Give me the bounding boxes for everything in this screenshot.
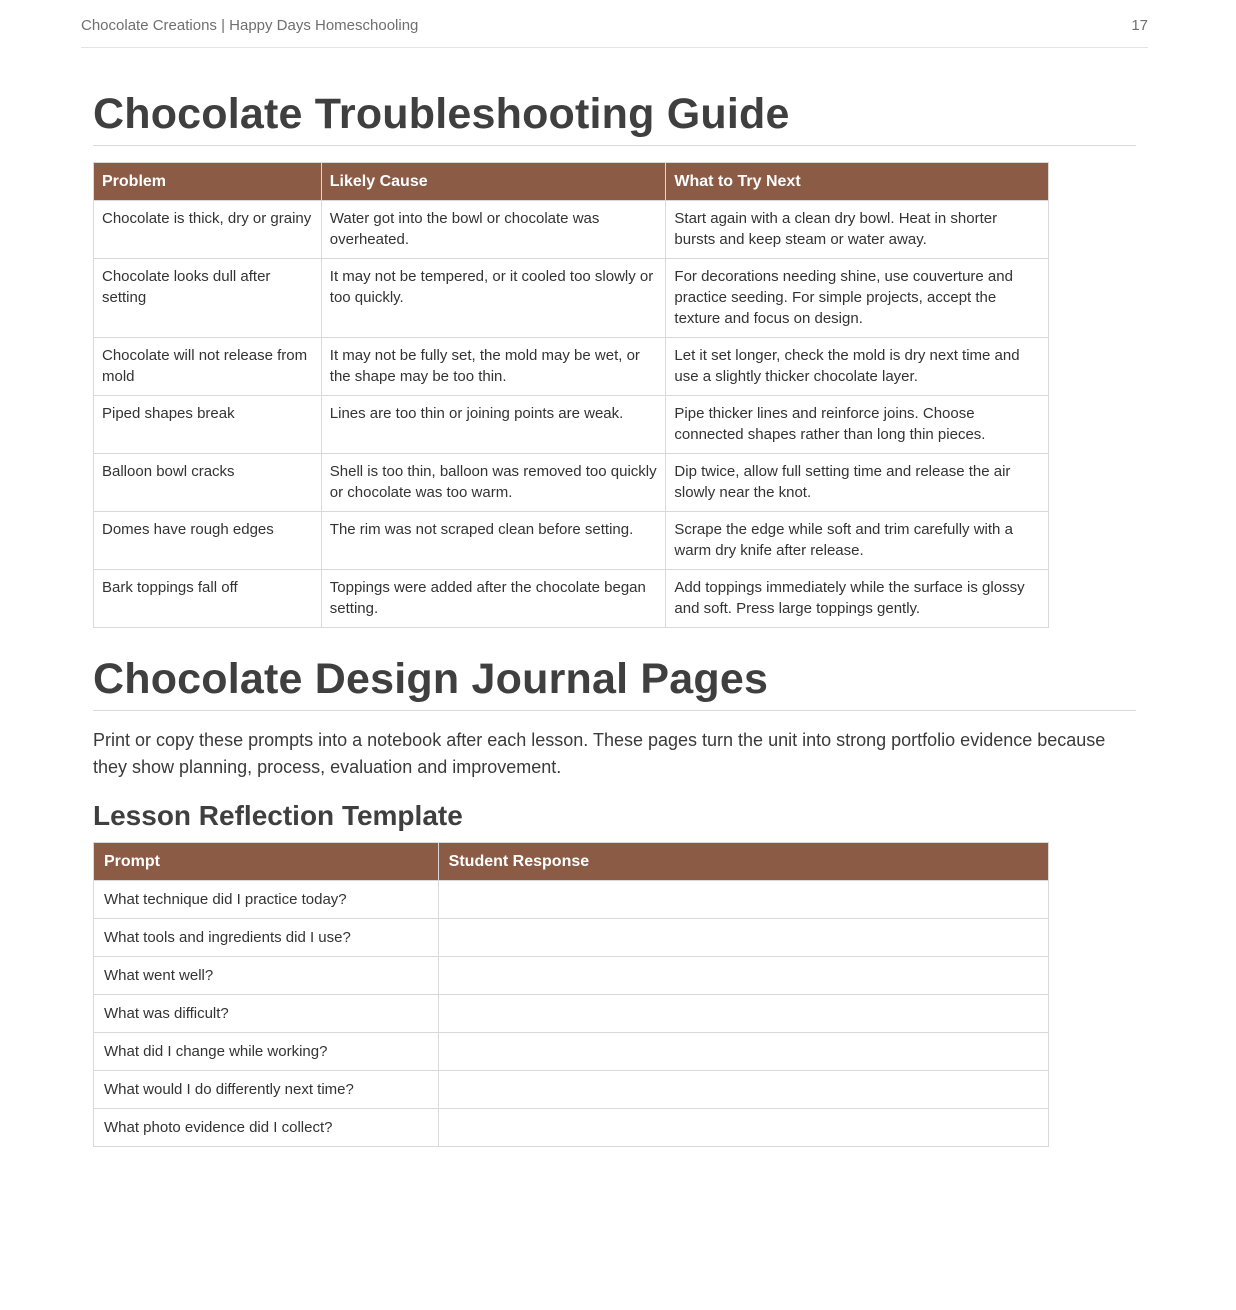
- column-header-prompt: Prompt: [94, 843, 439, 881]
- solution-cell: For decorations needing shine, use couverture and practice seeding. For simple projects, accept the texture and focus on design.: [666, 259, 1049, 338]
- table-row: [94, 259, 1049, 338]
- response-cell[interactable]: [438, 919, 1048, 957]
- solution-cell: Dip twice, allow full setting time and release the air slowly near the knot.: [666, 454, 1049, 512]
- cause-cell: The rim was not scraped clean before setting.: [321, 512, 666, 570]
- problem-cell: Balloon bowl cracks: [94, 454, 322, 512]
- solution-cell: Start again with a clean dry bowl. Heat in shorter bursts and keep steam or water away.: [666, 201, 1049, 259]
- column-header-what-to-try-next: What to Try Next: [666, 163, 1049, 201]
- response-cell[interactable]: [438, 995, 1048, 1033]
- prompt-cell: What went well?: [94, 957, 439, 995]
- page-number: 17: [1131, 17, 1148, 34]
- table-header-row: [94, 843, 1049, 881]
- cause-cell: Shell is too thin, balloon was removed too quickly or chocolate was too warm.: [321, 454, 666, 512]
- table-row: [94, 919, 1049, 957]
- cause-cell: It may not be tempered, or it cooled too slowly or too quickly.: [321, 259, 666, 338]
- problem-cell: Bark toppings fall off: [94, 570, 322, 628]
- journal-intro-paragraph: Print or copy these prompts into a notebook after each lesson. These pages turn the unit into strong portfolio evidence because they show planning, process, evaluation and improvement.: [93, 730, 1106, 777]
- column-header-problem: Problem: [94, 163, 322, 201]
- solution-cell: Scrape the edge while soft and trim carefully with a warm dry knife after release.: [666, 512, 1049, 570]
- running-header: [81, 0, 1148, 48]
- table-row: [94, 1109, 1049, 1147]
- response-cell[interactable]: [438, 1109, 1048, 1147]
- problem-cell: Chocolate will not release from mold: [94, 338, 322, 396]
- table-row: [94, 957, 1049, 995]
- response-cell[interactable]: [438, 1071, 1048, 1109]
- reflection-table: [93, 842, 1049, 1147]
- cause-cell: Lines are too thin or joining points are weak.: [321, 396, 666, 454]
- response-cell[interactable]: [438, 1033, 1048, 1071]
- solution-cell: Pipe thicker lines and reinforce joins. Choose connected shapes rather than long thin pieces.: [666, 396, 1049, 454]
- table-row: [94, 454, 1049, 512]
- table-row: [94, 396, 1049, 454]
- column-header-likely-cause: Likely Cause: [321, 163, 666, 201]
- table-row: [94, 995, 1049, 1033]
- prompt-cell: What did I change while working?: [94, 1033, 439, 1071]
- cause-cell: It may not be fully set, the mold may be wet, or the shape may be too thin.: [321, 338, 666, 396]
- table-row: [94, 881, 1049, 919]
- prompt-cell: What tools and ingredients did I use?: [94, 919, 439, 957]
- document-title: Chocolate Creations | Happy Days Homeschooling: [81, 17, 419, 34]
- problem-cell: Piped shapes break: [94, 396, 322, 454]
- solution-cell: Let it set longer, check the mold is dry next time and use a slightly thicker chocolate layer.: [666, 338, 1049, 396]
- prompt-cell: What was difficult?: [94, 995, 439, 1033]
- problem-cell: Domes have rough edges: [94, 512, 322, 570]
- column-header-student-response: Student Response: [438, 843, 1048, 881]
- cause-cell: Water got into the bowl or chocolate was overheated.: [321, 201, 666, 259]
- cause-cell: Toppings were added after the chocolate began setting.: [321, 570, 666, 628]
- table-row: [94, 1071, 1049, 1109]
- table-row: [94, 512, 1049, 570]
- response-cell[interactable]: [438, 881, 1048, 919]
- table-row: [94, 201, 1049, 259]
- troubleshooting-heading: Chocolate Troubleshooting Guide: [93, 89, 1136, 146]
- problem-cell: Chocolate looks dull after setting: [94, 259, 322, 338]
- prompt-cell: What technique did I practice today?: [94, 881, 439, 919]
- table-header-row: [94, 163, 1049, 201]
- troubleshooting-table: [93, 162, 1049, 628]
- reflection-template-heading: Lesson Reflection Template: [93, 800, 463, 831]
- solution-cell: Add toppings immediately while the surface is glossy and soft. Press large toppings gently.: [666, 570, 1049, 628]
- table-row: [94, 1033, 1049, 1071]
- journal-heading: Chocolate Design Journal Pages: [93, 654, 1136, 711]
- problem-cell: Chocolate is thick, dry or grainy: [94, 201, 322, 259]
- table-row: [94, 570, 1049, 628]
- response-cell[interactable]: [438, 957, 1048, 995]
- table-row: [94, 338, 1049, 396]
- prompt-cell: What would I do differently next time?: [94, 1071, 439, 1109]
- prompt-cell: What photo evidence did I collect?: [94, 1109, 439, 1147]
